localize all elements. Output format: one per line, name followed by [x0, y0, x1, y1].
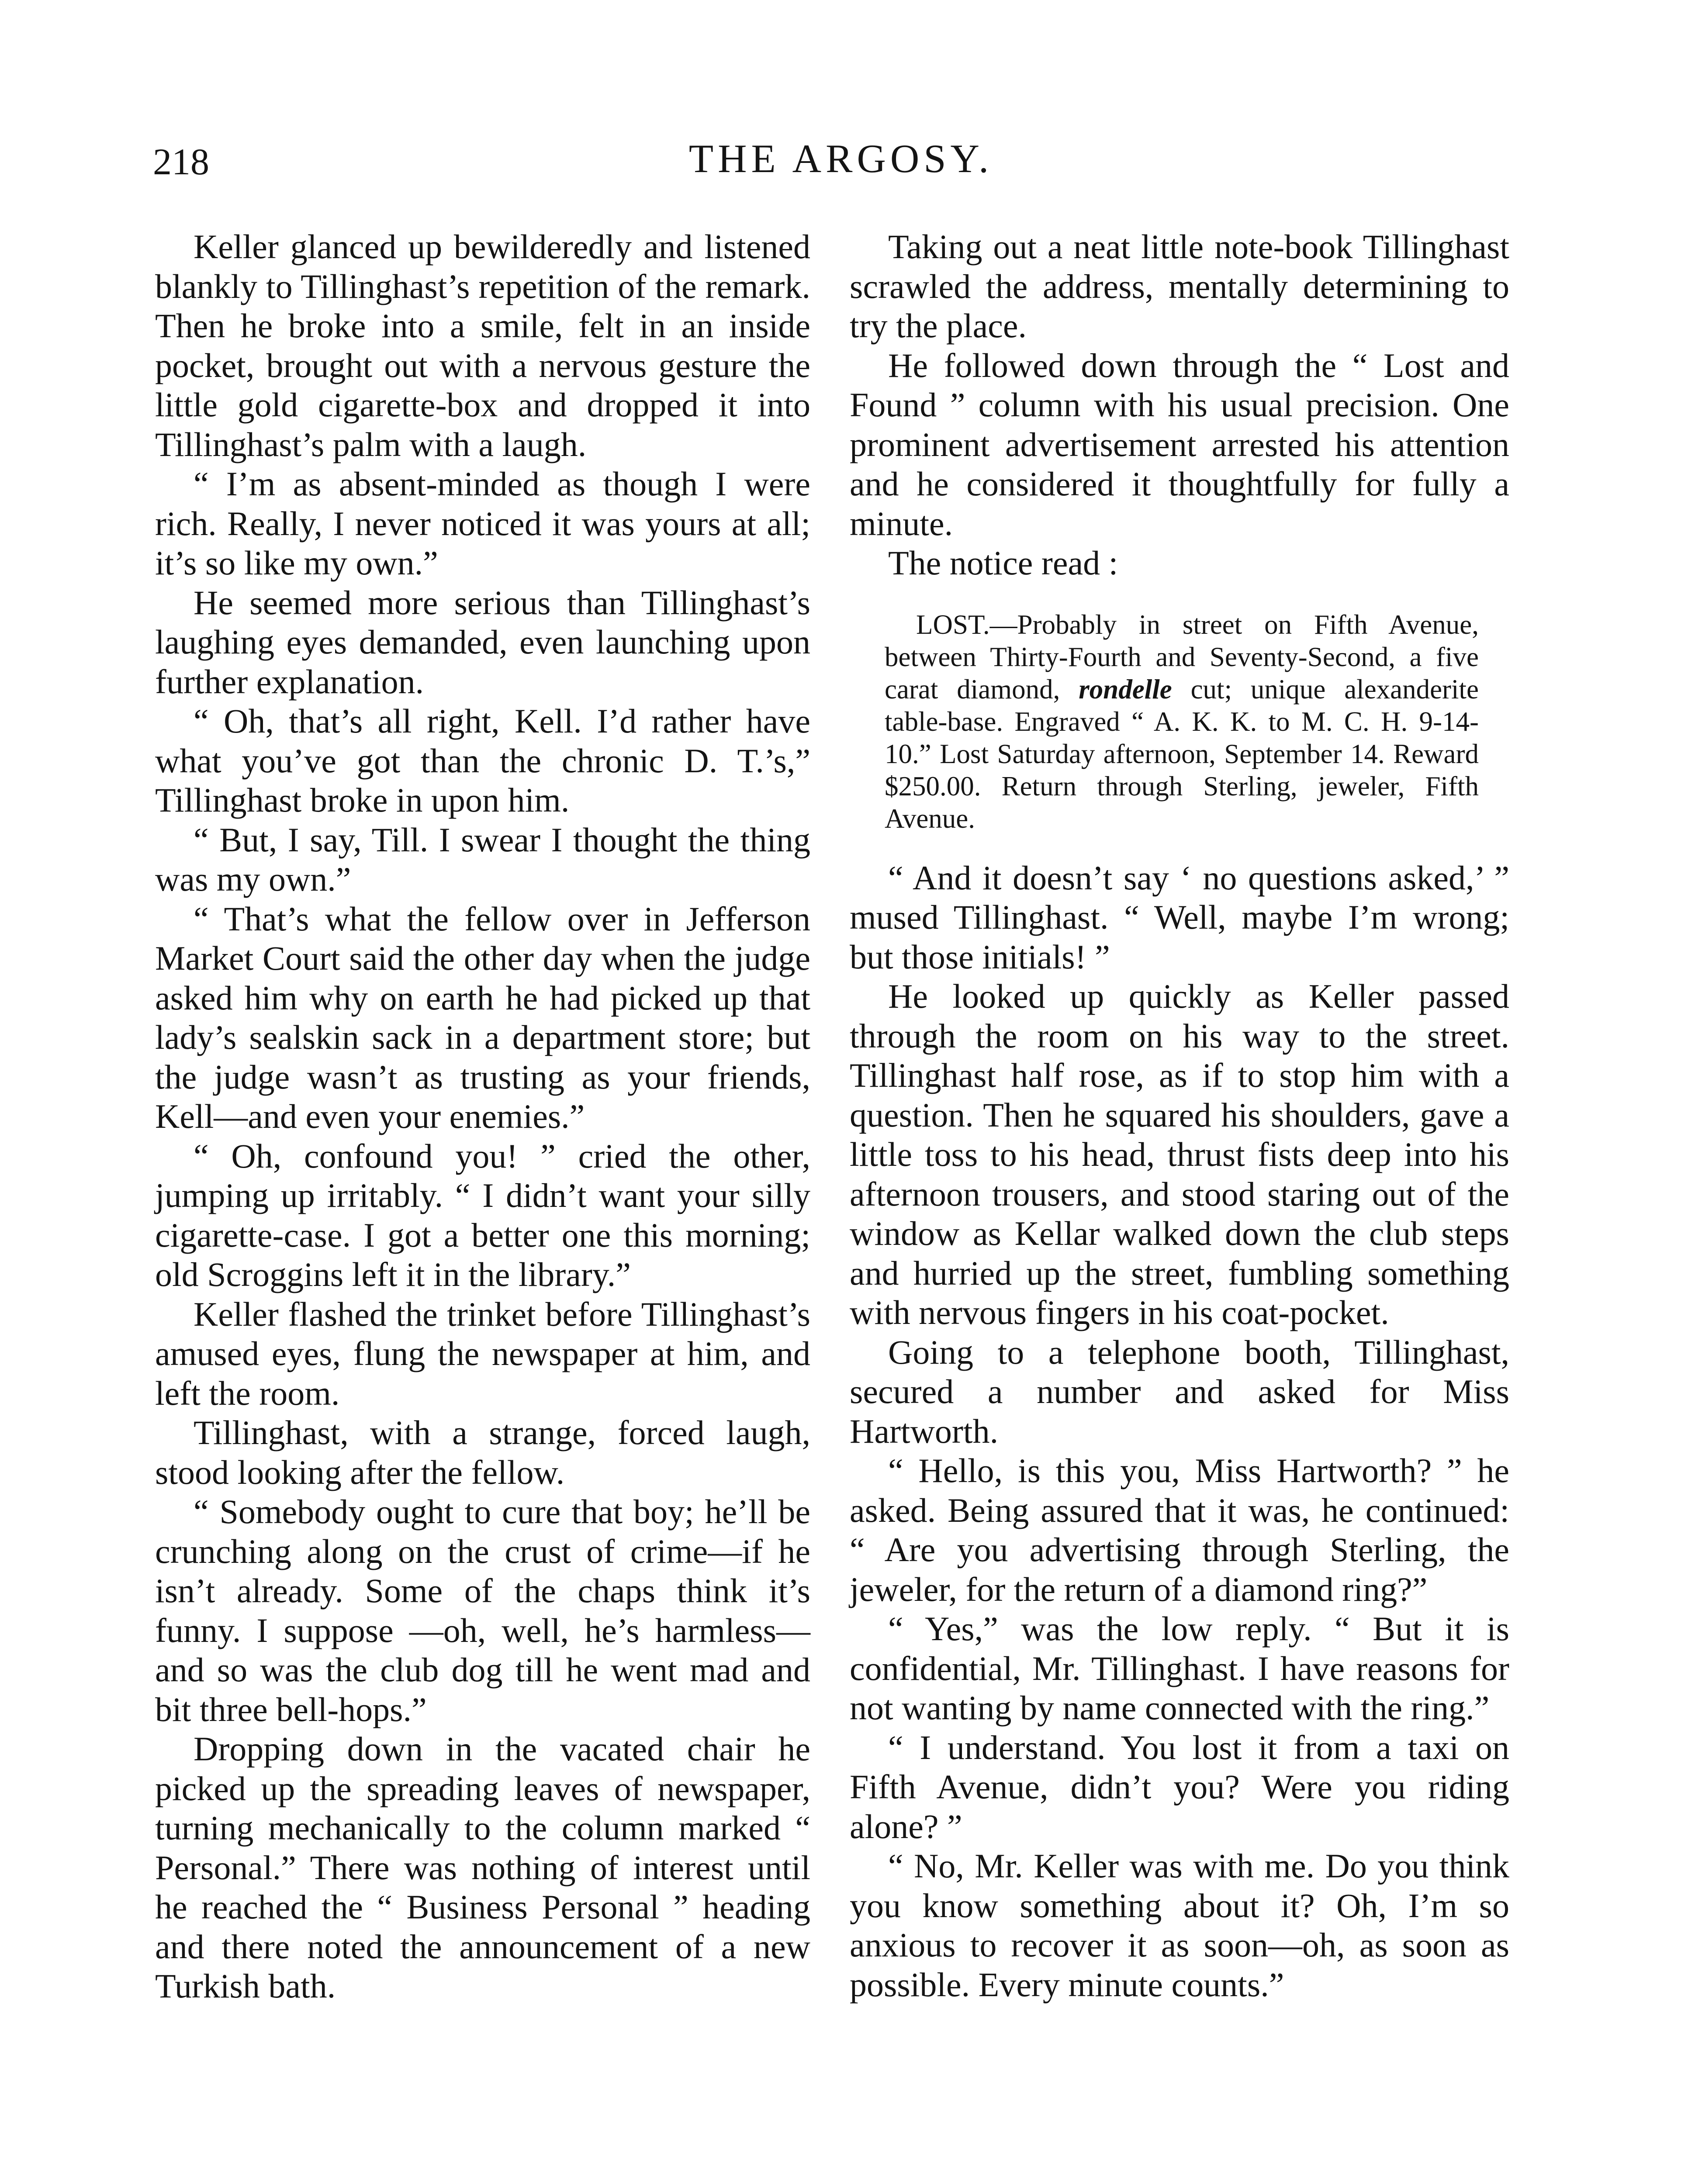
- paragraph: “ No, Mr. Keller was with me. Do you think you know something about it? Oh, I’m so anxious to recover it as soon—oh, as soon as possible. Every minute counts.”: [850, 1847, 1509, 2004]
- paragraph: He followed down through the “ Lost and Found ” column with his usual precision. One prominent advertisement arrested his attention and he considered it thoughtfully for fully a minute.: [850, 346, 1509, 543]
- paragraph: “ Hello, is this you, Miss Hartworth? ” he asked. Being assured that it was, he continued: “ Are you advertising through Sterling, the jeweler, for the return of a diamond ring?”: [850, 1451, 1509, 1608]
- paragraph: Keller glanced up bewilderedly and listened blankly to Tillinghast’s repetition of the remark. Then he broke into a smile, felt in an inside pocket, brought out with a nervous gesture the little gold cigarette-box and dropped it into Tillinghast’s palm with a laugh.: [155, 228, 810, 463]
- right-column: [850, 227, 1509, 2004]
- paragraph: “ Yes,” was the low reply. “ But it is confidential, Mr. Tillinghast. I have reasons for not wanting by name connected with the ring.”: [850, 1610, 1509, 1727]
- paragraph: The notice read :: [888, 544, 1118, 582]
- paragraph: Dropping down in the vacated chair he picked up the spreading leaves of newspaper, turning mechanically to the column marked “ Personal.” There was nothing of interest until he reached the “ Business Personal ” heading and there noted the announcement of a new Turkish bath.: [155, 1730, 810, 2005]
- lost-notice: [885, 608, 1479, 835]
- paragraph: “ Oh, confound you! ” cried the other, jumping up irritably. “ I didn’t want your silly cigarette-case. I got a better one this morning; old Scroggins left it in the library.”: [155, 1137, 810, 1293]
- paragraph: He looked up quickly as Keller passed through the room on his way to the street. Tillinghast half rose, as if to stop him with a question. Then he squared his shoulders, gave a little toss to his head, thrust fists deep into his afternoon trousers, and stood staring out of the window as Kellar walked down the club steps and hurried up the street, fumbling something with nervous fingers in his coat-pocket.: [850, 977, 1509, 1331]
- running-head: THE ARGOSY.: [688, 136, 993, 181]
- paragraph: Tillinghast, with a strange, forced laugh, stood looking after the fellow.: [155, 1413, 810, 1491]
- left-column: [155, 227, 810, 2006]
- page-header: [153, 135, 1529, 188]
- notice-text-end: cut; unique alexanderite table-base. Engraved “ A. K. K. to M. C. H. 9-14-10.” Lost Saturday afternoon, September 14. Reward $250.00. Return through Sterling, jeweler, Fifth Avenue.: [885, 674, 1479, 834]
- paragraph: Taking out a neat little note-book Tillinghast scrawled the address, mentally determining to try the place.: [850, 228, 1509, 345]
- notice-italic-word: rondelle: [1079, 674, 1172, 705]
- paragraph: Going to a telephone booth, Tillinghast, secured a number and asked for Miss Hartworth.: [850, 1333, 1509, 1450]
- paragraph: “ But, I say, Till. I swear I thought the thing was my own.”: [155, 820, 810, 898]
- paragraph: Keller flashed the trinket before Tillinghast’s amused eyes, flung the newspaper at him, and left the room.: [155, 1295, 810, 1412]
- paragraph: “ I’m as absent-minded as though I were rich. Really, I never noticed it was yours at all; it’s so like my own.”: [155, 465, 810, 582]
- paragraph: “ Oh, that’s all right, Kell. I’d rather have what you’ve got than the chronic D. T.’s,” Tillinghast broke in upon him.: [155, 702, 810, 819]
- paragraph: He seemed more serious than Tillinghast’s laughing eyes demanded, even launching upon further explanation.: [155, 583, 810, 701]
- notice-text: [885, 608, 1479, 835]
- notice-text-start: LOST.—Probably in street on Fifth Avenue, between Thirty-Fourth and Seventy-Second, a five carat diamond,: [885, 609, 1479, 705]
- paragraph: “ And it doesn’t say ‘ no questions asked,’ ” mused Tillinghast. “ Well, maybe I’m wrong; but those initials! ”: [850, 858, 1509, 976]
- page-number: 218: [153, 141, 209, 183]
- paragraph: “ I understand. You lost it from a taxi on Fifth Avenue, didn’t you? Were you riding alone? ”: [850, 1728, 1509, 1845]
- paragraph: “ Somebody ought to cure that boy; he’ll be crunching along on the crust of crime—if he isn’t already. Some of the chaps think it’s funny. I suppose —oh, well, he’s harmless—and so was the club dog till he went mad and bit three bell-hops.”: [155, 1493, 810, 1728]
- paragraph: “ That’s what the fellow over in Jefferson Market Court said the other day when the judge asked him why on earth he had picked up that lady’s sealskin sack in a department store; but the judge wasn’t as trusting as your friends, Kell—and even your enemies.”: [155, 899, 810, 1135]
